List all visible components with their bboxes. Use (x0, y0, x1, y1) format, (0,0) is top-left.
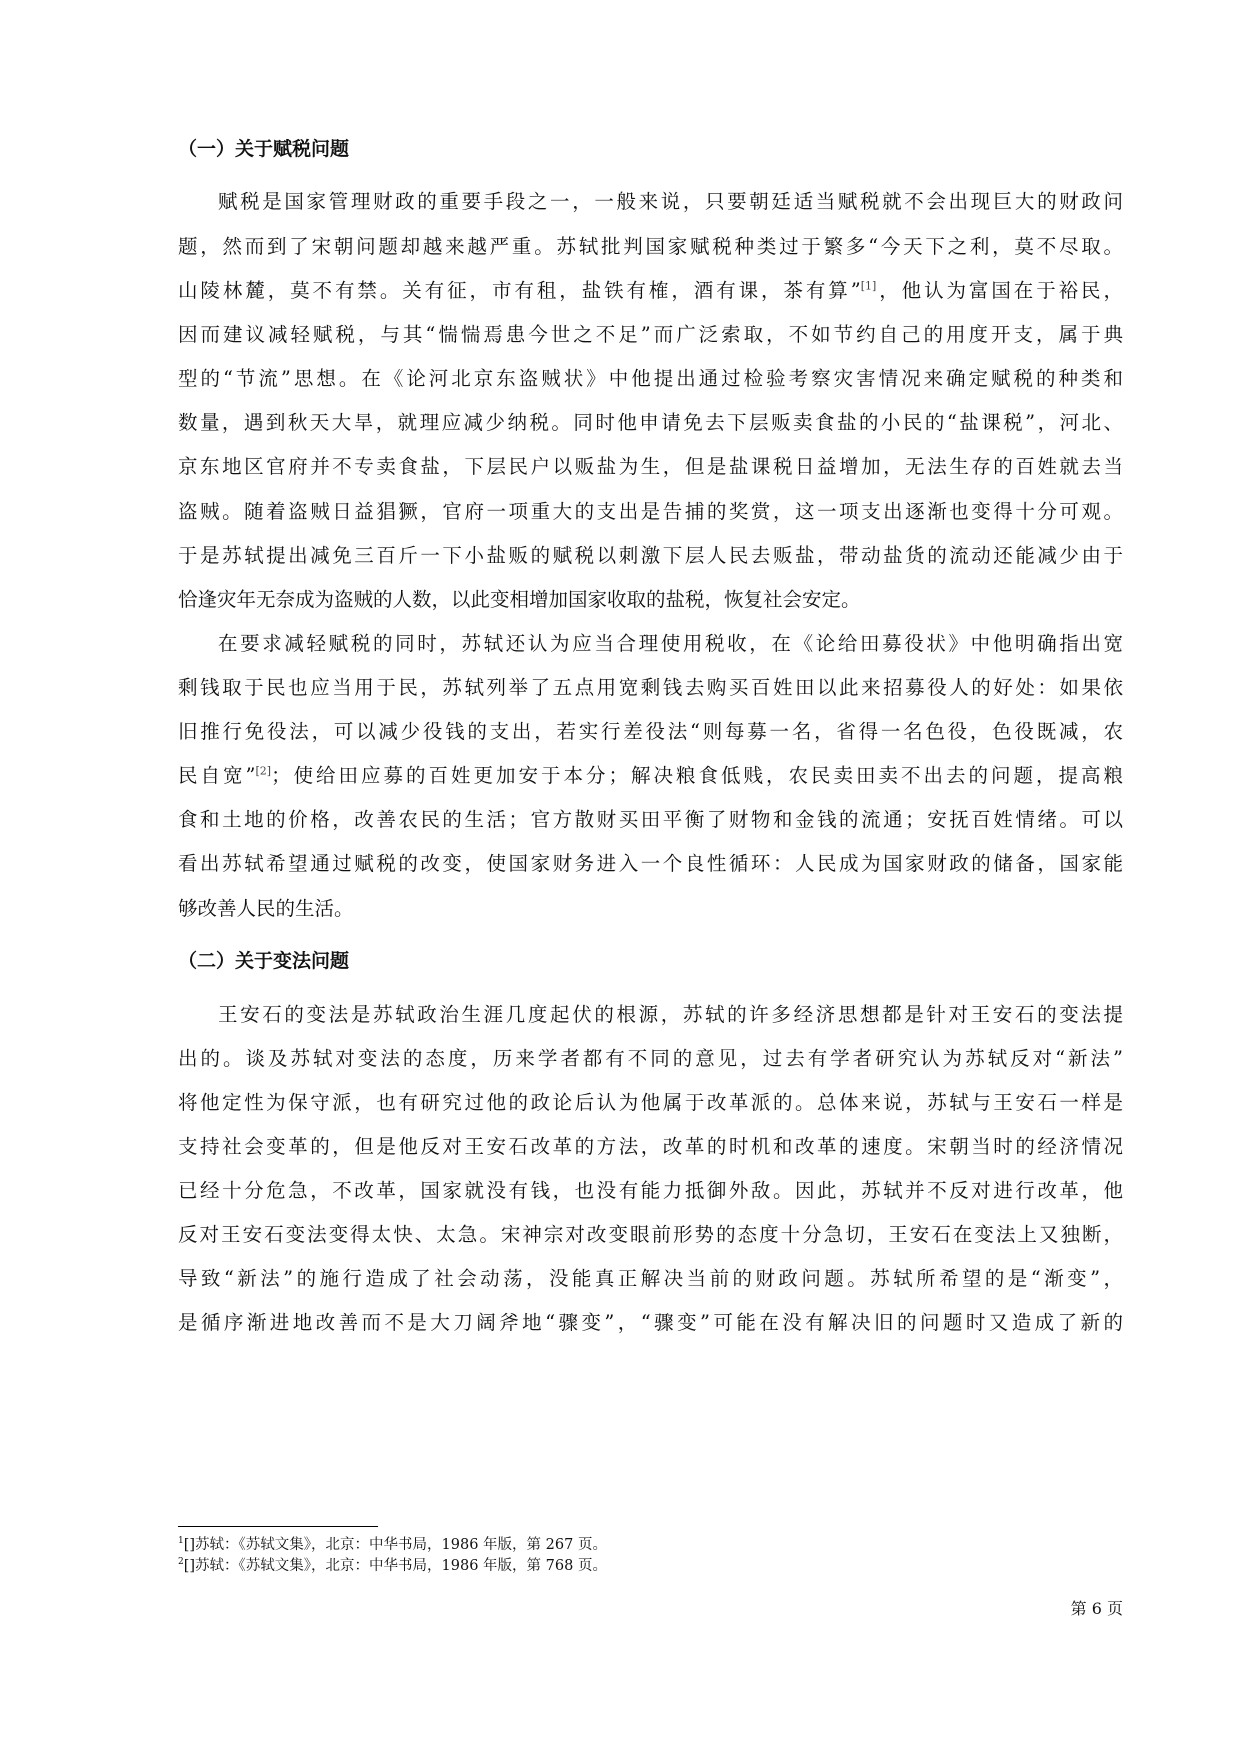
paragraph-line: 京东地区官府并不专卖食盐，下层民户以贩盐为生，但是盐课税日益增加，无法生存的百姓就去当 (178, 455, 1123, 478)
footnote-text: []苏轼：《苏轼文集》，北京：中华书局，1986 年版，第 267 页。 (183, 1537, 607, 1553)
section-heading-taxation: （一）关于赋税问题 (178, 138, 350, 160)
paragraph-line: 出的。谈及苏轼对变法的态度，历来学者都有不同的意见，过去有学者研究认为苏轼反对“新法” (178, 1047, 1123, 1070)
paragraph-line: 导致“新法”的施行造成了社会动荡，没能真正解决当前的财政问题。苏轼所希望的是“渐变”， (178, 1267, 1123, 1290)
paragraph-line: 已经十分危急，不改革，国家就没有钱，也没有能力抵御外敌。因此，苏轼并不反对进行改革，他 (178, 1179, 1123, 1202)
paragraph-line: 因而建议减轻赋税，与其“惴惴焉患今世之不足”而广泛索取，不如节约自己的用度开支，属于典 (178, 323, 1123, 346)
page-number: 第 6 页 (1070, 1599, 1123, 1618)
footnote-2 (178, 1557, 607, 1575)
paragraph-line: 王安石的变法是苏轼政治生涯几度起伏的根源，苏轼的许多经济思想都是针对王安石的变法提 (218, 1003, 1123, 1026)
paragraph-line: 题，然而到了宋朝问题却越来越严重。苏轼批判国家赋税种类过于繁多“今天下之利，莫不尽取。 (178, 235, 1123, 258)
text-run: ，他认为富国在于裕民， (876, 279, 1123, 302)
paragraph-line: 在要求减轻赋税的同时，苏轼还认为应当合理使用税收，在《论给田募役状》中他明确指出宽 (218, 632, 1123, 655)
paragraph-line: 食和土地的价格，改善农民的生活；官方散财买田平衡了财物和金钱的流通；安抚百姓情绪。可以 (178, 808, 1123, 831)
paragraph-line: 恰逢灾年无奈成为盗贼的人数，以此变相增加国家收取的盐税，恢复社会安定。 (178, 588, 861, 611)
footnote-text: []苏轼：《苏轼文集》，北京：中华书局，1986 年版，第 768 页。 (183, 1558, 607, 1574)
paragraph-line: 支持社会变革的，但是他反对王安石改革的方法，改革的时机和改革的速度。宋朝当时的经济情况 (178, 1135, 1123, 1158)
text-run: 民自宽” (178, 764, 256, 787)
paragraph-line: 于是苏轼提出减免三百斤一下小盐贩的赋税以刺激下层人民去贩盐，带动盐货的流动还能减少由于 (178, 544, 1123, 567)
paragraph-line: 旧推行免役法，可以减少役钱的支出，若实行差役法“则每募一名，省得一名色役，色役既减，农 (178, 720, 1123, 743)
paragraph-line: 数量，遇到秋天大旱，就理应减少纳税。同时他申请免去下层贩卖食盐的小民的“盐课税”，河北、 (178, 411, 1123, 434)
footnote-number: 2 (178, 1557, 184, 1568)
paragraph-line: 看出苏轼希望通过赋税的改变，使国家财务进入一个良性循环：人民成为国家财政的储备，国家能 (178, 852, 1123, 875)
paragraph-line: 盗贼。随着盗贼日益猖獗，官府一项重大的支出是告捕的奖赏，这一项支出逐渐也变得十分可观。 (178, 500, 1123, 523)
paragraph-line: 是循序渐进地改善而不是大刀阔斧地“骤变”，“骤变”可能在没有解决旧的问题时又造成了新的 (178, 1311, 1123, 1334)
paragraph-line: 赋税是国家管理财政的重要手段之一，一般来说，只要朝廷适当赋税就不会出现巨大的财政问 (218, 190, 1123, 213)
paragraph-line: 够改善人民的生活。 (178, 897, 354, 920)
paragraph-line: 型的“节流”思想。在《论河北京东盗贼状》中他提出通过检验考察灾害情况来确定赋税的种类和 (178, 367, 1123, 390)
paragraph-line: 将他定性为保守派，也有研究过他的政论后认为他属于改革派的。总体来说，苏轼与王安石一样是 (178, 1091, 1123, 1114)
text-run: ；使给田应募的百姓更加安于本分；解决粮食低贱，农民卖田卖不出去的问题，提高粮 (271, 764, 1123, 787)
footnote-number: 1 (178, 1536, 184, 1547)
paragraph-line (178, 764, 1123, 788)
footnote-1 (178, 1536, 607, 1554)
paragraph-line: 反对王安石变法变得太快、太急。宋神宗对改变眼前形势的态度十分急切，王安石在变法上又独断， (178, 1223, 1123, 1246)
citation-ref-2[interactable]: [2] (255, 764, 272, 778)
paragraph-line (178, 279, 1123, 303)
paragraph-line: 剩钱取于民也应当用于民，苏轼列举了五点用宽剩钱去购买百姓田以此来招募役人的好处：如果依 (178, 676, 1123, 699)
text-run: 山陵林麓，莫不有禁。关有征，市有租，盐铁有榷，酒有课，茶有算” (178, 279, 861, 302)
footnote-separator (178, 1526, 378, 1527)
citation-ref-1[interactable]: [1] (860, 279, 877, 293)
section-heading-reform: （二）关于变法问题 (178, 950, 350, 972)
